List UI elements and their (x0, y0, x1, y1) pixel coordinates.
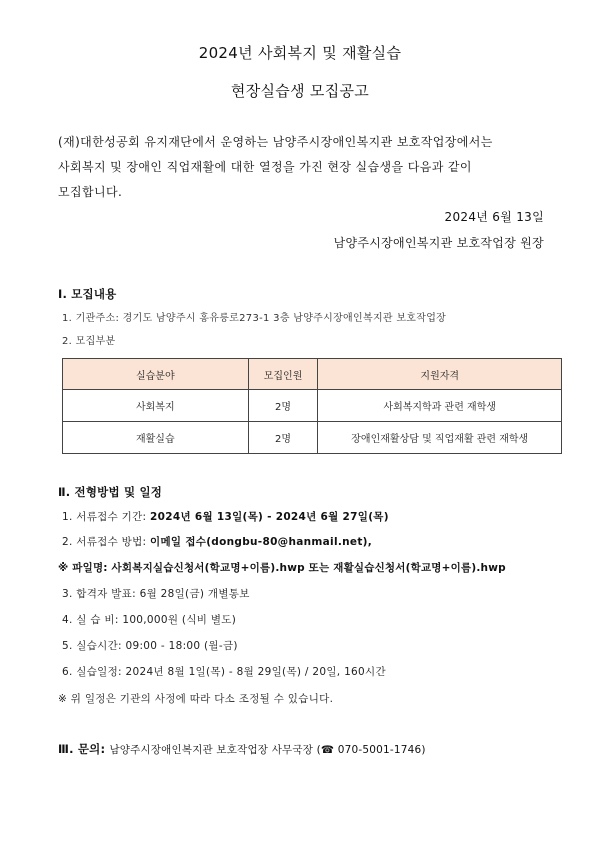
recruitment-table (62, 358, 562, 454)
table-cell: 2명 (248, 390, 318, 422)
announcement-date: 2024년 6월 13일 (444, 210, 544, 224)
section1-item2: 2. 모집부분 (62, 336, 116, 347)
table-header: 지원자격 (318, 359, 562, 390)
table-header-row (63, 359, 562, 390)
table-cell: 2명 (248, 422, 318, 454)
section3-inquiry (58, 741, 426, 757)
schedule-notice: ※ 위 일정은 기관의 사정에 따라 다소 조정될 수 있습니다. (58, 693, 334, 705)
section2-item5: 5. 실습시간: 09:00 - 18:00 (월-금) (62, 640, 238, 652)
table-row (63, 422, 562, 454)
section2-item4: 4. 실 습 비: 100,000원 (식비 별도) (62, 614, 237, 626)
section2-item6: 6. 실습일정: 2024년 8월 1일(목) - 8월 29일(목) / 20일, 160시간 (62, 666, 386, 678)
file-name-note: ※ 파일명: 사회복지실습신청서(학교명+이름).hwp 또는 재활실습신청서(학교명+이름).hwp (58, 562, 506, 574)
section2-item1 (62, 509, 389, 524)
section2-item2 (62, 534, 372, 549)
signatory: 남양주시장애인복지관 보호작업장 원장 (333, 236, 544, 250)
table-cell: 사회복지학과 관련 재학생 (318, 390, 562, 422)
item1-label: 1. 서류접수 기간: (62, 511, 151, 523)
section2-item3: 3. 합격자 발표: 6월 28일(금) 개별통보 (62, 588, 250, 600)
table-cell: 사회복지 (63, 390, 249, 422)
item2-value: 이메일 접수(dongbu-80@hanmail.net), (150, 536, 373, 548)
document-title-line1: 2024년 사회복지 및 재활실습 (198, 44, 402, 62)
document-title-line2: 현장실습생 모집공고 (230, 82, 370, 100)
section1-heading: Ⅰ. 모집내용 (58, 287, 117, 301)
intro-line2: 사회복지 및 장애인 직업재활에 대한 열정을 가진 현장 실습생을 다음과 같이 (58, 160, 472, 174)
section1-item1: 1. 기관주소: 경기도 남양주시 홍유릉로273-1 3층 남양주시장애인복지관 보호작업장 (62, 313, 447, 324)
section2-heading: Ⅱ. 전형방법 및 일정 (58, 485, 163, 499)
intro-line3: 모집합니다. (58, 185, 123, 199)
item1-value: 2024년 6월 13일(목) - 2024년 6월 27일(목) (150, 511, 389, 523)
table-cell: 장애인재활상담 및 직업재활 관련 재학생 (318, 422, 562, 454)
intro-line1: (재)대한성공회 유지재단에서 운영하는 남양주시장애인복지관 보호작업장에서는 (58, 135, 493, 149)
table-header: 실습분야 (63, 359, 249, 390)
table-cell: 재활실습 (63, 422, 249, 454)
section3-heading: Ⅲ. 문의: (58, 742, 110, 756)
table-header: 모집인원 (248, 359, 318, 390)
contact-info: 남양주시장애인복지관 보호작업장 사무국장 (☎ 070-5001-1746) (109, 744, 426, 756)
table-row (63, 390, 562, 422)
item2-label: 2. 서류접수 방법: (62, 536, 151, 548)
